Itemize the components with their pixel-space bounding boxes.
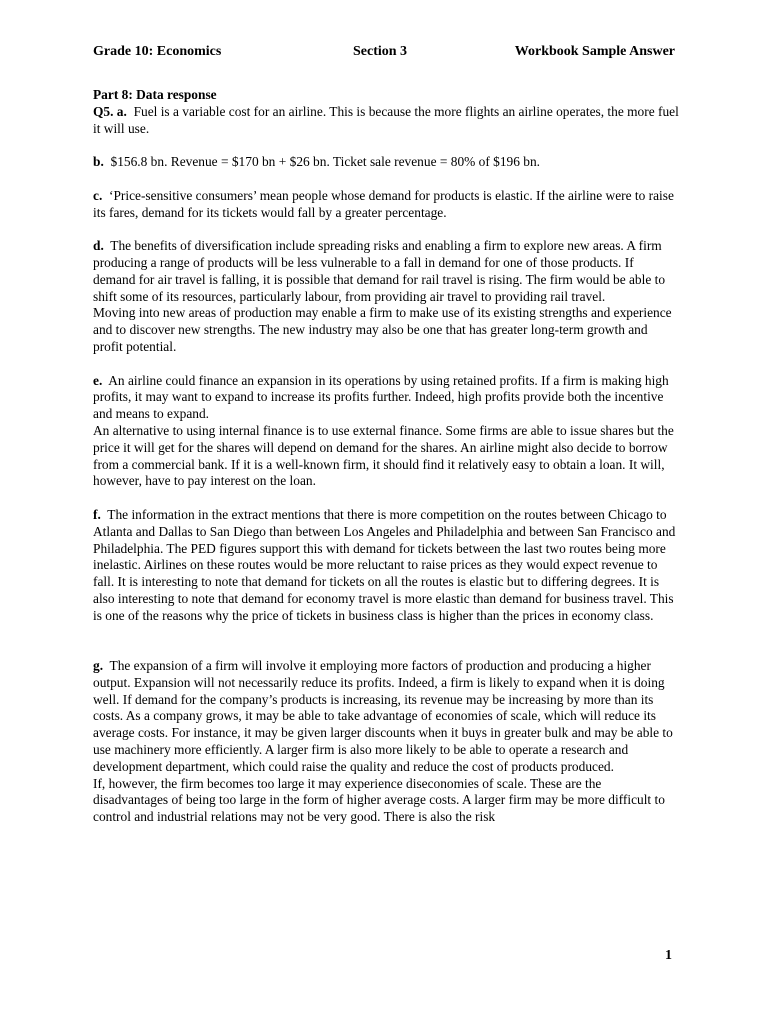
answer-e <box>93 373 679 423</box>
answer-a-label: Q5. a. <box>93 103 127 119</box>
answer-a <box>93 104 679 138</box>
answer-d-continued: Moving into new areas of production may enable a firm to make use of its existing strengths and experience and to discover new strengths. The new industry may also be one that has greater long-term growth and profit potential. <box>93 305 672 354</box>
answer-c <box>93 188 679 222</box>
answer-g <box>93 658 679 776</box>
page-number: 1 <box>665 948 672 963</box>
header-workbook: Workbook Sample Answer <box>514 44 675 59</box>
answer-a-text: Fuel is a variable cost for an airline. This is because the more flights an airline operates, the more fuel it will use. <box>93 103 679 136</box>
header-section: Section 3 <box>353 44 408 59</box>
answer-d-text: The benefits of diversification include spreading risks and enabling a firm to explore new areas. A firm producing a range of products will be less vulnerable to a fall in demand for one of those products. If demand for air travel is falling, it is possible that demand for rail travel is rising. The firm would be able to shift some of its resources, particularly labour, from providing air travel to providing rail travel. <box>93 238 666 304</box>
answer-g-continued: If, however, the firm becomes too large it may experience diseconomies of scale. These are the disadvantages of being too large in the form of higher average costs. A larger firm may be more difficult to control and industrial relations may not be very good. There is also the risk <box>93 775 665 825</box>
answer-b-text: $156.8 bn. Revenue = $170 bn + $26 bn. Ticket sale revenue = 80% of $196 bn. <box>110 154 541 170</box>
answer-b-label: b. <box>93 154 104 170</box>
answer-b <box>93 154 679 171</box>
answer-e-label: e. <box>93 372 103 388</box>
answer-e-text: An airline could finance an expansion in its operations by using retained profits. If a firm is making high profits, it may want to expand to increase its profits further. Indeed, high profits provide both the incentive and means to expand. <box>93 372 669 422</box>
answer-f-label: f. <box>93 506 101 522</box>
answer-g-text: The expansion of a firm will involve it employing more factors of production and producing a higher output. Expansion will not necessarily reduce its profits. Indeed, a firm is likely to expand when it is doing well. If demand for the company’s products is increasing, its revenue may be increasing by more than its costs. As a company grows, it may be able to take advantage of economies of scale, which will reduce its average costs. For instance, it may be given larger discounts when it buys in greater bulk and may be able to use machinery more efficiently. A larger firm is also more likely to be able to operate a research and development department, which could raise the quality and reduce the cost of products produced. <box>93 658 673 774</box>
answer-e-continued: An alternative to using internal finance is to use external finance. Some firms are able to issue shares but the price it will get for the shares will depend on demand for the shares. An airline might also decide to borrow from a commercial bank. If it is a well-known firm, it should find it relatively easy to obtain a loan. It will, however, have to pay interest on the loan. <box>93 422 674 489</box>
answer-g-label: g. <box>93 658 104 674</box>
header-grade: Grade 10: Economics <box>93 44 222 59</box>
answer-c-text: ‘Price-sensitive consumers’ mean people whose demand for products is elastic. If the airline were to raise its fares, demand for its tickets would fall by a greater percentage. <box>93 187 674 220</box>
document-body <box>93 87 679 826</box>
answer-c-label: c. <box>93 187 103 203</box>
answer-f-text: The information in the extract mentions that there is more competition on the routes between Chicago to Atlanta and Dallas to San Diego than between Los Angeles and Philadelphia and between San Francisco and Philadelphia. The PED figures support this with demand for tickets between the last two routes being more inelastic. Airlines on these routes would be more reluctant to raise prices as they would expect revenue to fall. It is interesting to note that demand for tickets on all the routes is elastic but to differing degrees. It is also interesting to note that demand for economy travel is more elastic than demand for business travel. This is one of the reasons why the price of tickets in business class is higher than the prices in economy class. <box>93 506 676 623</box>
answer-f <box>93 507 679 625</box>
page-header <box>93 43 675 61</box>
answer-d <box>93 238 679 305</box>
part-title: Part 8: Data response <box>93 87 217 102</box>
answer-d-label: d. <box>93 238 104 254</box>
